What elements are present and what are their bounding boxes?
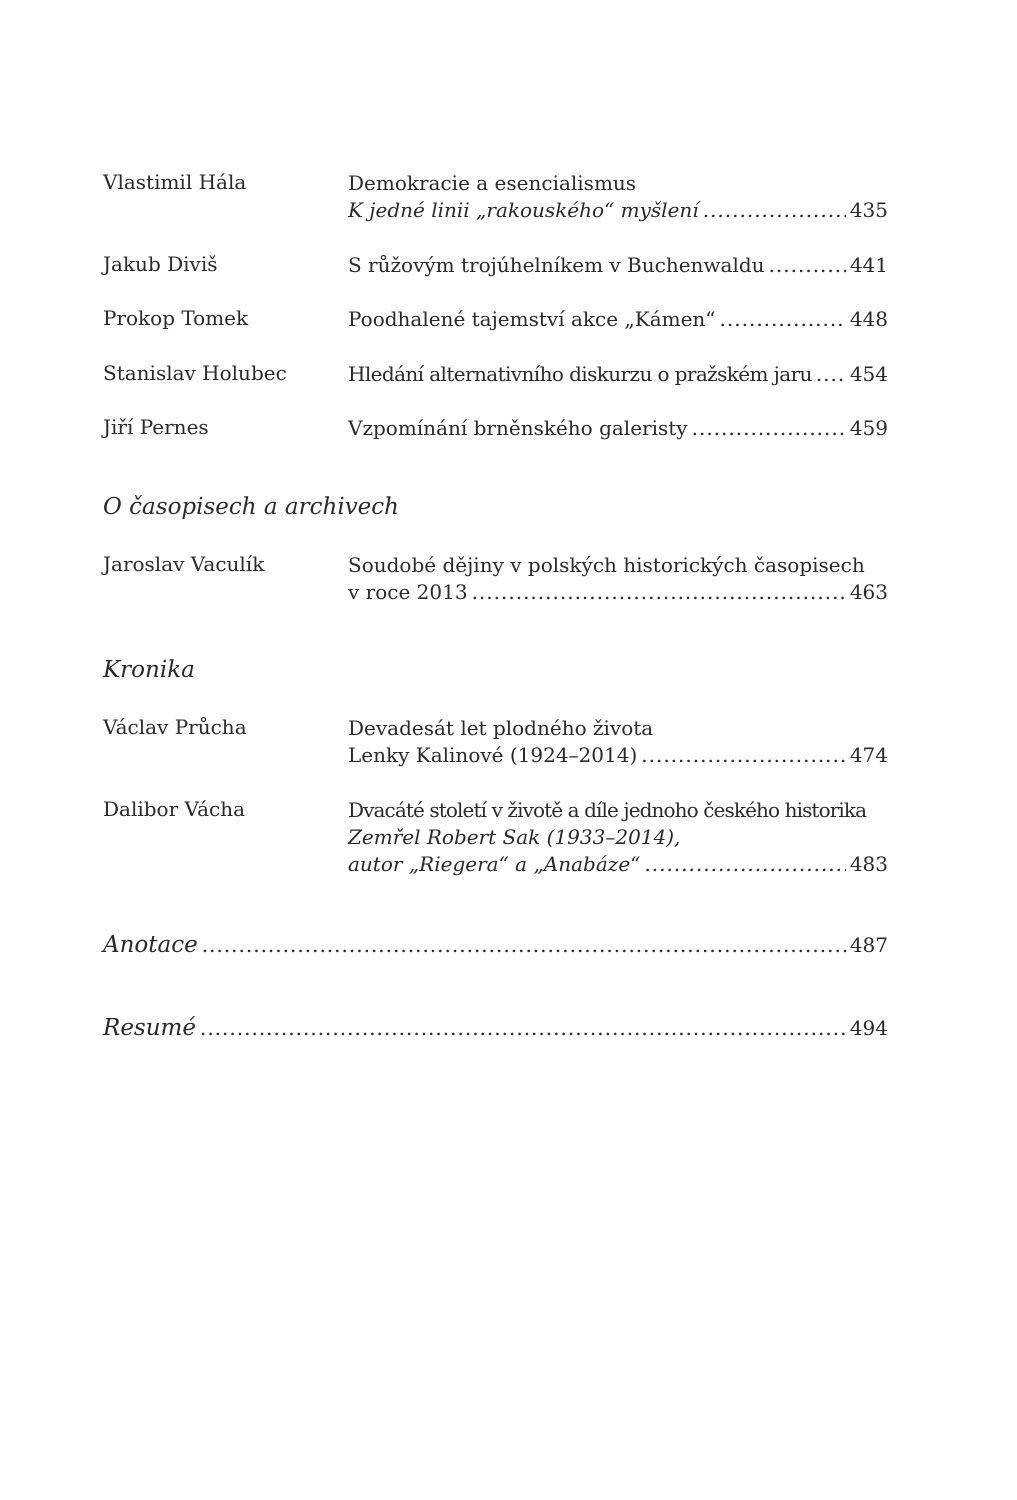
entry-line	[348, 361, 888, 388]
entry-line	[348, 197, 888, 224]
page-number: 448	[849, 307, 888, 331]
entry-title: Devadesát let plodného života	[348, 716, 654, 740]
entry-line	[348, 252, 888, 279]
entry-line	[348, 797, 888, 824]
entry-title: Dvacáté století v životě a díle jednoho českého historika	[348, 798, 867, 822]
entry-title-cont: Lenky Kalinové (1924–2014)	[348, 743, 638, 767]
resume-label: Resumé	[103, 1015, 196, 1041]
entry-title: Demokracie a esencialismus	[348, 171, 637, 195]
page-number: 463	[849, 580, 888, 604]
entry-line	[348, 742, 888, 769]
entry-author: Dalibor Vácha	[103, 797, 246, 821]
leader-dots	[472, 579, 846, 606]
leader-dots	[720, 306, 846, 333]
leader-dots	[202, 930, 846, 960]
entry-titles	[348, 415, 888, 442]
entry-titles	[348, 797, 888, 878]
entry-line	[348, 851, 888, 878]
entry-title: S růžovým trojúhelníkem v Buchenwaldu	[348, 253, 765, 277]
section-heading-casopisy: O časopisech a archivech	[103, 494, 399, 520]
page-number: 487	[849, 933, 888, 957]
entry-title-cont: v roce 2013	[348, 580, 468, 604]
section-heading-kronika: Kronika	[103, 657, 195, 683]
entry-line	[348, 715, 888, 742]
entry-title: Vzpomínání brněnského galeristy	[348, 416, 688, 440]
leader-dots	[816, 361, 846, 388]
entry-titles	[348, 252, 888, 279]
entry-line	[348, 170, 888, 197]
page-number: 441	[849, 253, 888, 277]
entry-line	[103, 1013, 888, 1043]
entry-line	[348, 579, 888, 606]
entry-title: Poodhalené tajemství akce „Kámen“	[348, 307, 716, 331]
page-number: 483	[849, 852, 888, 876]
entry-titles	[348, 552, 888, 606]
leader-dots	[692, 415, 846, 442]
entry-line	[348, 306, 888, 333]
entry-title: Hledání alternativního diskurzu o pražském jaru	[348, 362, 812, 386]
leader-dots	[200, 1013, 846, 1043]
entry-line	[348, 552, 888, 579]
entry-titles	[348, 715, 888, 769]
page-number: 474	[849, 743, 888, 767]
entry-author: Jaroslav Vaculík	[103, 552, 265, 576]
entry-subtitle: Zemřel Robert Sak (1933–2014),	[348, 825, 681, 849]
entry-titles	[348, 361, 888, 388]
leader-dots	[641, 742, 846, 769]
entry-subtitle: autor „Riegera“ a „Anabáze“	[348, 852, 641, 876]
entry-author: Stanislav Holubec	[103, 361, 287, 385]
entry-author: Prokop Tomek	[103, 306, 249, 330]
toc-entry-resume	[103, 1013, 888, 1043]
entry-titles	[348, 170, 888, 224]
entry-line	[103, 930, 888, 960]
page-number: 435	[849, 198, 888, 222]
entry-titles	[348, 306, 888, 333]
entry-author: Jakub Diviš	[103, 252, 218, 276]
entry-author: Vlastimil Hála	[103, 170, 247, 194]
page-number: 494	[849, 1016, 888, 1040]
entry-subtitle: K jedné linii „rakouského“ myšlení	[348, 198, 699, 222]
entry-title: Soudobé dějiny v polských historických časopisech	[348, 553, 865, 577]
entry-line	[348, 824, 888, 851]
entry-author: Jiří Pernes	[103, 415, 209, 439]
anotace-label: Anotace	[103, 932, 198, 958]
leader-dots	[769, 252, 846, 279]
leader-dots	[644, 851, 845, 878]
toc-entry-anotace	[103, 930, 888, 960]
entry-line	[348, 415, 888, 442]
page-number: 459	[849, 416, 888, 440]
entry-author: Václav Průcha	[103, 715, 247, 739]
leader-dots	[703, 197, 846, 224]
page-number: 454	[849, 362, 888, 386]
